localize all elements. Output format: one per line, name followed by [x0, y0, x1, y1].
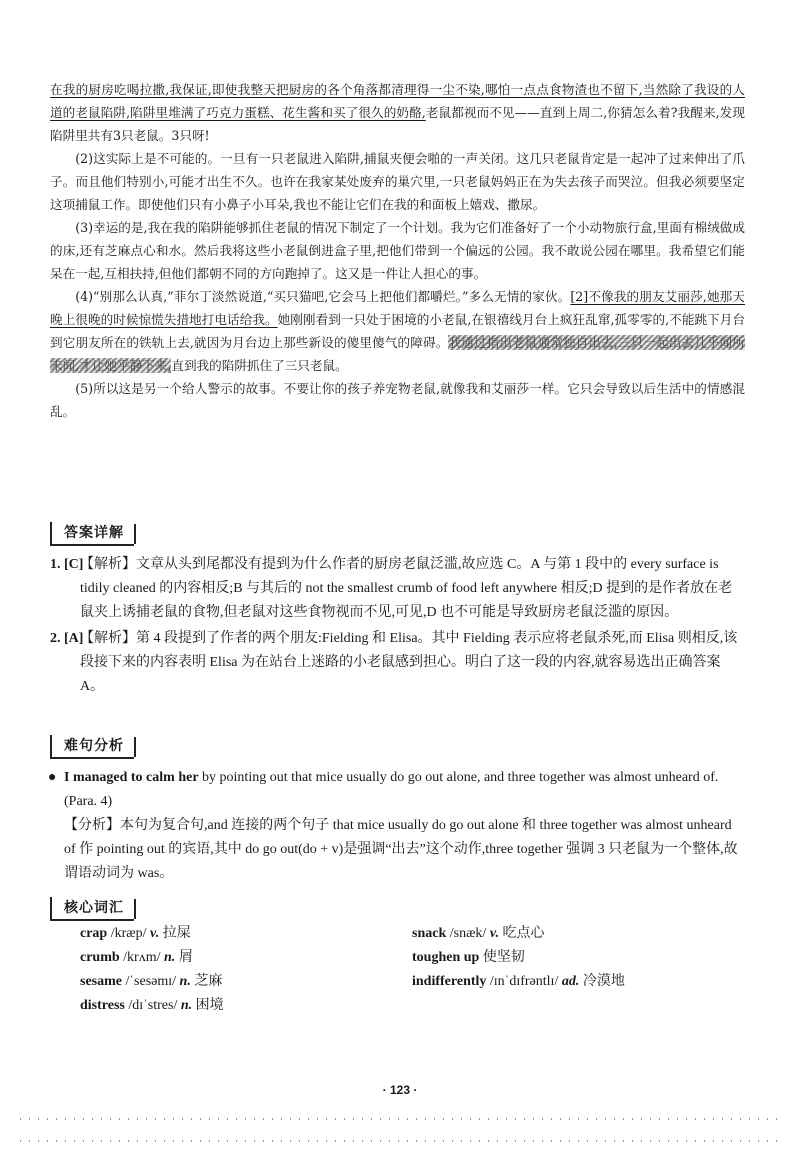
sentence-section-title: 难句分析: [50, 735, 134, 759]
scan-noise-line: [20, 1118, 780, 1120]
vocab-word: crumb: [80, 950, 120, 965]
vocab-word: indifferently: [412, 974, 487, 989]
vocab-pos: ad.: [561, 974, 580, 989]
sentence-block: [48, 766, 740, 814]
sentence-rest-part: by pointing out that mice usually do go out alone, and three together was almost unheard of. (Para. 4): [64, 770, 719, 809]
translation-text-segment: (4)“别那么认真,”菲尔丁淡然说道,“买只猫吧,它会马上把他们都嚼烂。”多么无情的家伙。: [75, 289, 571, 304]
vocab-pos: v.: [150, 926, 160, 941]
difficult-sentence: [48, 766, 740, 814]
analysis-text: 【分析】本句为复合句,and 连接的两个句子 that mice usually do go out alone 和 three together was almost unheard of 作 pointing out 的宾语,其中 do go out(do + v)是强调“出去”这个动作,three together 强调 3 只老鼠为一个整体,故谓语动词为 was。: [64, 818, 738, 881]
vocab-entry: [412, 970, 625, 994]
vocab-phonetic: /krʌm/: [123, 950, 161, 965]
vocab-column-left: [80, 922, 224, 1018]
answer-item: [50, 627, 740, 699]
scan-noise-line: [20, 1140, 780, 1142]
vocab-pos: n.: [180, 998, 193, 1013]
vocab-entry: [412, 922, 625, 946]
answer-explanation: 【解析】文章从头到尾都没有提到为什么作者的厨房老鼠泛滥,故应选 C。A 与第 1 段中的 every surface is tidily cleaned 的内容相反;B 与其后的 not the smallest crumb of food left anywhere 相反;D 提到的是作者放在老鼠夹上诱捕老鼠的食物,但老鼠对这些食物视而不见,可见,D 也不可能是导致厨房老鼠泛滥的原因。: [80, 557, 733, 620]
vocab-entry: [412, 946, 625, 970]
vocab-word: toughen up: [412, 950, 480, 965]
vocab-phonetic: /ˈsesəmɪ/: [125, 974, 177, 989]
vocab-word: snack: [412, 926, 447, 941]
page-number: · 123 ·: [382, 1083, 418, 1097]
vocab-meaning: 芝麻: [194, 974, 223, 989]
vocab-pos: v.: [489, 926, 500, 941]
vocab-entry: [80, 922, 224, 946]
translation-paragraph-1: [50, 78, 745, 147]
sentence-bold-part: I managed to calm her: [64, 770, 199, 785]
vocab-section-title: 核心词汇: [50, 897, 134, 921]
vocab-phonetic: /ɪnˈdɪfrəntlɪ/: [489, 974, 559, 989]
answers-list: [50, 553, 740, 701]
vocab-entry: [80, 970, 224, 994]
bullet-icon: ●: [48, 770, 57, 785]
vocab-word: crap: [80, 926, 108, 941]
translation-text-segment: 直到我的陷阱抓住了三只老鼠。: [171, 358, 348, 373]
underlined-sentence-1: 在我的厨房吃喝拉撒,我保证,即使我整天把厨房的各个角落都清理得一尘不染,哪怕一点点食物渣也不留下,当然除了我设的人道的老鼠陷阱,陷阱里堆满了巧克力蛋糕、花生酱和买了很久的奶酪,: [50, 82, 745, 120]
answer-number: 1. [C]: [50, 557, 84, 572]
answers-section-title: 答案详解: [50, 522, 134, 546]
answer-number: 2. [A]: [50, 631, 84, 646]
vocab-meaning: 使坚韧: [482, 950, 525, 965]
vocab-meaning: 拉屎: [162, 926, 191, 941]
hatched-sentence: 我通过指出老鼠通常独自出去,三只一起出去几乎闻所未闻,才让她平静下来,: [50, 335, 745, 373]
translation-text-segment: 老鼠都视而不见——直到上周二,你猜怎么着?我醒来,发现陷阱里共有3只老鼠。3只呀!: [50, 105, 745, 143]
translation-text-segment: 她刚刚看到一只处于困境的小老鼠,在银禧线月台上疯狂乱窜,孤零零的,不能跳下月台到它朋友所在的铁轨上去,就因为月台边上那些新设的傻里傻气的障碍。: [50, 312, 746, 350]
vocab-pos: n.: [164, 950, 176, 965]
vocab-phonetic: /snæk/: [449, 926, 487, 941]
answer-explanation: 【解析】第 4 段提到了作者的两个朋友:Fielding 和 Elisa。其中 Fielding 表示应将老鼠杀死,而 Elisa 则相反,该段接下来的内容表明 Elisa 为在站台上迷路的小老鼠感到担心。明白了这一段的内容,就容易选出正确答案 A。: [80, 631, 738, 694]
vocab-meaning: 屑: [178, 950, 193, 965]
sentence-analysis: [48, 766, 740, 886]
vocab-column-right: [412, 922, 625, 994]
vocab-meaning: 困境: [195, 998, 224, 1013]
vocab-pos: n.: [179, 974, 191, 989]
vocab-phonetic: /kræp/: [110, 926, 147, 941]
translation-text: [50, 78, 745, 423]
answer-item: [50, 553, 740, 625]
vocab-meaning: 吃点心: [502, 926, 545, 941]
vocab-phonetic: /dɪˈstres/: [128, 998, 178, 1013]
translation-paragraph-3: (3)幸运的是,我在我的陷阱能够抓住老鼠的情况下制定了一个计划。我为它们准备好了一个小动物旅行盒,里面有棉绒做成的床,还有芝麻点心和水。然后我将这些小老鼠倒进盒子里,把他们带到一个偏远的公园。我不敢说公园在哪里。我希望它们能呆在一起,互相扶持,但他们都朝不同的方向跑掉了。这又是一件让人担心的事。: [50, 220, 745, 281]
translation-paragraph-5: (5)所以这是另一个给人警示的故事。不要让你的孩子养宠物老鼠,就像我和艾丽莎一样。它只会导致以后生活中的情感混乱。: [50, 381, 745, 419]
vocab-word: sesame: [80, 974, 122, 989]
vocab-word: distress: [80, 998, 125, 1013]
vocab-meaning: 冷漠地: [582, 974, 625, 989]
translation-paragraph-2: (2)这实际上是不可能的。一旦有一只老鼠进入陷阱,捕鼠夹便会啪的一声关闭。这几只老鼠肯定是一起冲了过来伸出了爪子。而且他们特别小,可能才出生不久。也许在我家某处废弃的巢穴里,一只老鼠妈妈正在为失去孩子而哭泣。但我必须要坚定这项捕鼠工作。即使他们只有小鼻子小耳朵,我也不能让它们在我的和面板上嬉戏、撒尿。: [50, 151, 745, 212]
translation-paragraph-4: [50, 285, 745, 377]
vocab-entry: [80, 946, 224, 970]
vocab-entry: [80, 994, 224, 1018]
underlined-sentence-2: [2]不像我的朋友艾丽莎,她那天晚上很晚的时候惊慌失措地打电话给我。: [50, 289, 745, 327]
